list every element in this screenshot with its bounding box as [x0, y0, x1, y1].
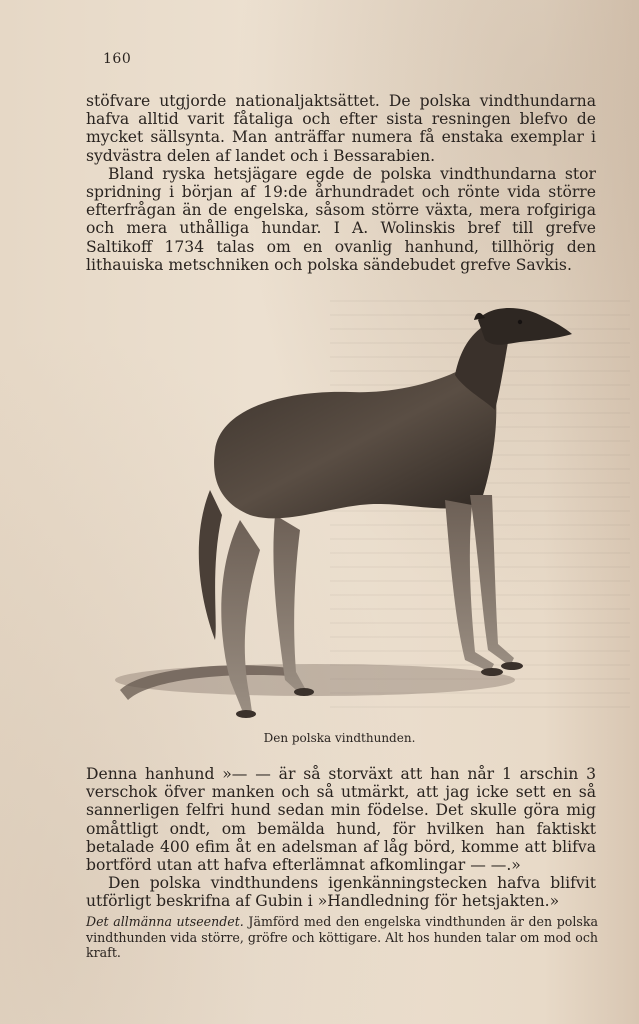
- paragraph: stöfvare utgjorde nationaljaktsättet. De polska vindthundarna hafva alltid varit fåtaliga och efter sista resningen blefvo de mycket sällsynta. Man anträffar numera få enstaka exemplar i sydvästra delen af landet och i Bessarabien.: [86, 92, 596, 165]
- greyhound-illustration: [100, 300, 590, 730]
- body: [214, 370, 496, 518]
- head: [478, 308, 572, 345]
- top-text-block: [86, 92, 596, 274]
- paragraph: Bland ryska hetsjägare egde de polska vindthundarna stor spridning i början af 19:de århundradet och rönte vida större efterfrågan än de engelska, såsom större växta, mera rofgiriga och mera uthålliga hundar. I A. Wolinskis bref till grefve Saltikoff 1734 talas om en ovanlig hanhund, tillhörig den lithauiska metschniken och polska sändebudet grefve Savkis.: [86, 164, 596, 274]
- page-number: 160: [103, 51, 132, 67]
- hind-leg-right: [273, 515, 306, 690]
- figure-caption: [0, 731, 639, 745]
- footnote-lead: Det allmänna utseendet.: [86, 914, 244, 929]
- footnote-paragraph: [86, 914, 598, 961]
- paragraph: Den polska vindthundens igenkänningstecken hafva blifvit utförligt beskrifna af Gubin i »Handledning för hetsjakten.»: [86, 874, 596, 911]
- front-leg-right: [470, 495, 514, 666]
- paw: [481, 668, 503, 676]
- caption-text: Den polska vindthunden.: [263, 731, 416, 745]
- footnote: [86, 914, 598, 961]
- paw: [294, 688, 314, 696]
- paragraph: Denna hanhund »— — är så storväxt att han når 1 arschin 3 verschok öfver manken och så utmärkt, att jag icke sett en så sannerligen felfri hund sedan min födelse. Det skulle göra mig omåttligt ondt, om bemälda hund, för hvilken han faktiskt betalade 400 efim åt en adelsman af låg börd, komme att blifva bortförd utan att hafva efterlämnat afkomlingar — —.»: [86, 765, 596, 875]
- tail: [199, 490, 222, 640]
- paw: [236, 710, 256, 718]
- footnote-text: Jämförd med den engelska vindthunden är den polska vindthunden vida större, gröfre och köttigare. Alt hos hunden talar om mod och kraft.: [86, 914, 598, 961]
- eye: [518, 320, 522, 324]
- bottom-text-block: [86, 765, 596, 911]
- paw: [501, 662, 523, 670]
